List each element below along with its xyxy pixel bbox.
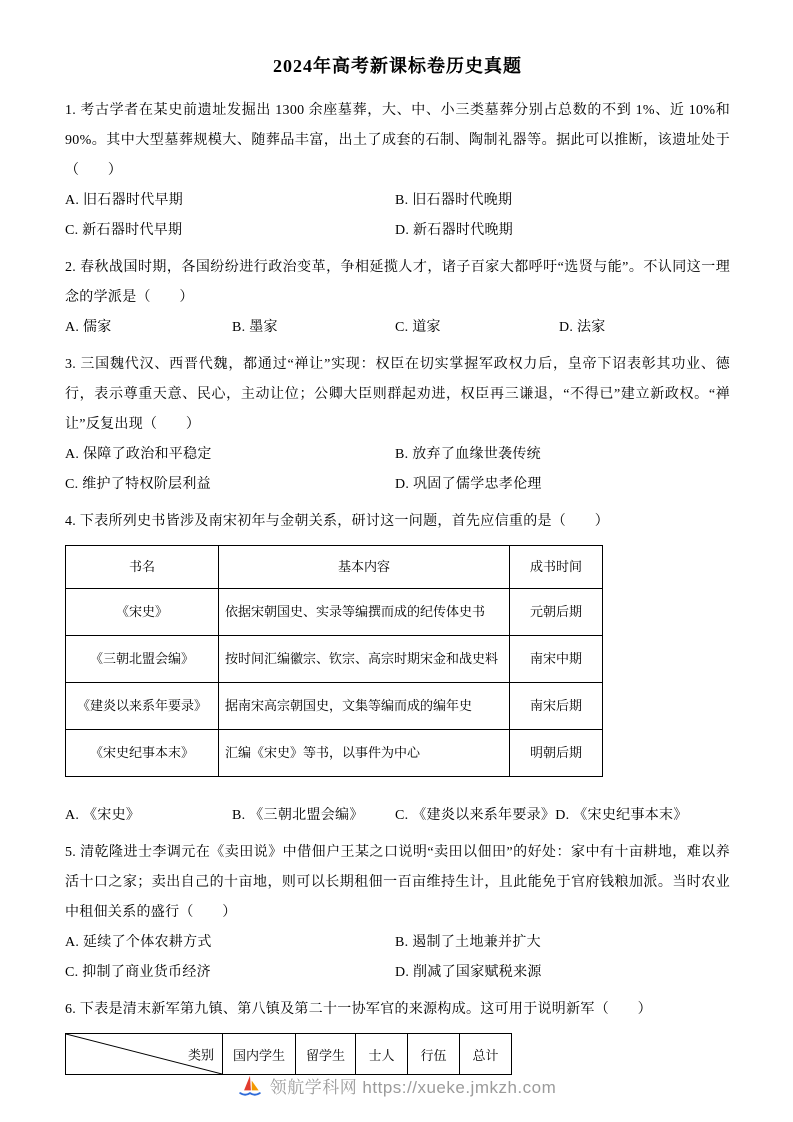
option-d: D. 新石器时代晚期 bbox=[395, 223, 514, 238]
option-a: A. 儒家 bbox=[65, 320, 112, 335]
option-d: D. 《宋史纪事本末》 bbox=[555, 808, 688, 823]
option-a: A. 旧石器时代早期 bbox=[65, 193, 184, 208]
table-row bbox=[66, 730, 603, 777]
question-3-options-row-1 bbox=[65, 440, 730, 470]
table-cell: 元朝后期 bbox=[510, 589, 603, 636]
table-cell: 《宋史》 bbox=[66, 589, 219, 636]
question-1-options-row-1 bbox=[65, 186, 730, 216]
table-cell: 《建炎以来系年要录》 bbox=[66, 683, 219, 730]
page-footer bbox=[0, 1072, 793, 1098]
table-header-cell: 书名 bbox=[66, 546, 219, 589]
option-c: C. 新石器时代早期 bbox=[65, 223, 183, 238]
question-3 bbox=[65, 350, 730, 500]
question-2-options bbox=[65, 313, 730, 343]
option-d: D. 巩固了儒学忠孝伦理 bbox=[395, 477, 542, 492]
option-d: D. 削减了国家赋税来源 bbox=[395, 965, 542, 980]
table-cell: 《三朝北盟会编》 bbox=[66, 636, 219, 683]
page-title: 2024年高考新课标卷历史真题 bbox=[273, 56, 522, 76]
question-2 bbox=[65, 253, 730, 343]
table-cell: 南宋中期 bbox=[510, 636, 603, 683]
question-2-stem: 2. 春秋战国时期，各国纷纷进行政治变革，争相延揽人才，诸子百家大都呼吁“选贤与能”。不认同这一理念的学派是（ ） bbox=[65, 260, 730, 305]
question-4 bbox=[65, 507, 730, 831]
question-6 bbox=[65, 995, 730, 1075]
table-header-cell: 留学生 bbox=[296, 1034, 356, 1075]
table-cell: 按时间汇编徽宗、钦宗、高宗时期宋金和战史料 bbox=[219, 636, 510, 683]
table-header-cell: 国内学生 bbox=[223, 1034, 296, 1075]
question-4-stem: 4. 下表所列史书皆涉及南宋初年与金朝关系，研讨这一问题，首先应信重的是（ ） bbox=[65, 514, 609, 529]
table-header-cell: 成书时间 bbox=[510, 546, 603, 589]
history-books-table bbox=[65, 545, 603, 777]
question-3-options-row-2 bbox=[65, 470, 730, 500]
question-1-options-row-2 bbox=[65, 216, 730, 246]
option-a: A. 保障了政治和平稳定 bbox=[65, 447, 212, 462]
option-a: A. 《宋史》 bbox=[65, 808, 141, 823]
table-header-cell: 行伍 bbox=[408, 1034, 460, 1075]
table-cell: 《宋史纪事本末》 bbox=[66, 730, 219, 777]
table-row bbox=[66, 683, 603, 730]
option-c: C. 道家 bbox=[395, 320, 441, 335]
table-header-row bbox=[66, 546, 603, 589]
footer-site-link[interactable]: 领航学科网 https://xueke.jmkzh.com bbox=[269, 1077, 557, 1097]
question-5-stem: 5. 清乾隆进士李调元在《卖田说》中借佃户王某之口说明“卖田以佃田”的好处：家中有十亩耕地，难以养活十口之家；卖出自己的十亩地，则可以长期租佃一百亩维持生计，且此能免于官府钱粮加派。当时农业中租佃关系的盛行（ ） bbox=[65, 845, 730, 920]
table-cell: 南宋后期 bbox=[510, 683, 603, 730]
question-5 bbox=[65, 838, 730, 988]
option-b: B. 墨家 bbox=[232, 320, 278, 335]
option-a: A. 延续了个体农耕方式 bbox=[65, 935, 212, 950]
table-header-cell: 总计 bbox=[460, 1034, 512, 1075]
option-c: C. 抑制了商业货币经济 bbox=[65, 965, 211, 980]
option-c: C. 维护了特权阶层利益 bbox=[65, 477, 211, 492]
table-cell: 明朝后期 bbox=[510, 730, 603, 777]
option-d: D. 法家 bbox=[559, 320, 606, 335]
table-cell: 依据宋朝国史、实录等编撰而成的纪传体史书 bbox=[219, 589, 510, 636]
new-army-officers-table bbox=[65, 1033, 512, 1075]
table-row bbox=[66, 636, 603, 683]
table-header-row bbox=[66, 1034, 512, 1075]
question-3-stem: 3. 三国魏代汉、西晋代魏，都通过“禅让”实现：权臣在切实掌握军政权力后，皇帝下诏表彰其功业、德行，表示尊重天意、民心，主动让位；公卿大臣则群起劝进，权臣再三谦退，“不得已”建立新政权。“禅让”反复出现（ ） bbox=[65, 357, 730, 432]
option-b: B. 《三朝北盟会编》 bbox=[232, 808, 364, 823]
question-5-options-row-2 bbox=[65, 958, 730, 988]
option-c: C. 《建炎以来系年要录》 bbox=[395, 808, 556, 823]
table-row bbox=[66, 589, 603, 636]
diagonal-header-cell bbox=[66, 1034, 223, 1075]
site-logo-icon bbox=[237, 1072, 263, 1098]
table-cell: 据南宋高宗朝国史，文集等编而成的编年史 bbox=[219, 683, 510, 730]
question-4-options bbox=[65, 801, 730, 831]
option-b: B. 遏制了土地兼并扩大 bbox=[395, 935, 541, 950]
option-b: B. 旧石器时代晚期 bbox=[395, 193, 513, 208]
corner-label: 类别 bbox=[187, 1047, 214, 1063]
table-cell: 汇编《宋史》等书，以事件为中心 bbox=[219, 730, 510, 777]
table-header-cell: 基本内容 bbox=[219, 546, 510, 589]
option-b: B. 放弃了血缘世袭传统 bbox=[395, 447, 541, 462]
table-header-cell: 士人 bbox=[356, 1034, 408, 1075]
question-5-options-row-1 bbox=[65, 928, 730, 958]
question-1-stem: 1. 考古学者在某史前遗址发掘出 1300 余座墓葬，大、中、小三类墓葬分别占总数的不到 1%、近 10%和 90%。其中大型墓葬规模大、随葬品丰富，出土了成套的石制、陶制礼器等。据此可以推断，该遗址处于（ ） bbox=[65, 103, 730, 178]
question-1 bbox=[65, 96, 730, 246]
question-6-stem: 6. 下表是清末新军第九镇、第八镇及第二十一协军官的来源构成。这可用于说明新军（ ） bbox=[65, 1002, 652, 1017]
